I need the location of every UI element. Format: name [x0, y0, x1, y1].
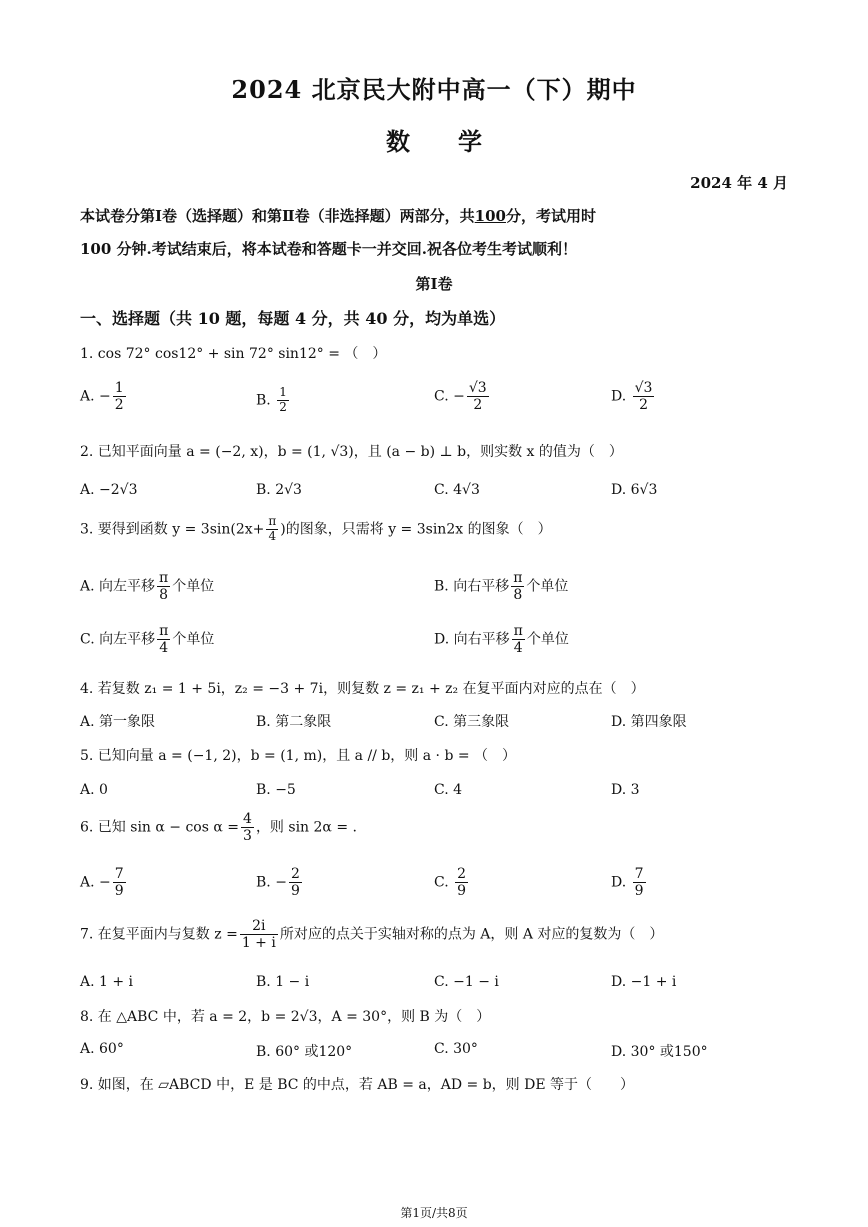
question-6-stem: 6. 已知 sin α − cos α = $\frac{4}{3}$ ，则 sin 2α = . [80, 811, 357, 845]
q6-option-d: D. $\frac{7}{9}$ [611, 866, 644, 900]
q1-option-d: D. $\frac{√3}{2}$ [611, 380, 653, 414]
intro-text-b: 分，考试用时 [505, 207, 596, 225]
q7-option-d: D. −1 + i [611, 974, 677, 990]
q1-option-a: A. − $\frac{1}{2}$ [80, 380, 124, 414]
question-7-stem: 7. 在复平面内与复数 z = $\frac{2i}{1 + i}$ 所对应的点关于实轴对称的点为 A，则 A 对应的复数为（ ） [80, 918, 664, 952]
q4-option-b: B. 第二象限 [256, 714, 332, 730]
page-title: 2024 北京民大附中高一（下）期中 [231, 75, 637, 104]
q4-option-a: A. 第一象限 [80, 714, 156, 730]
q3-option-c: C. 向左平移 $\frac{\pi}{4}$ 个单位 [80, 623, 215, 657]
volume-heading: 第Ⅰ卷 [415, 275, 453, 293]
subject-title: 数 学 [386, 127, 482, 156]
q8-option-d: D. 30° 或150° [611, 1044, 708, 1060]
intro-text-a: 本试卷分第Ⅰ卷（选择题）和第Ⅱ卷（非选择题）两部分，共 [80, 207, 475, 225]
q7-option-b: B. 1 − i [256, 974, 310, 990]
q1-option-b: B. $\frac{1}{2}$ [256, 385, 287, 414]
q2-option-c: C. 4√3 [434, 482, 480, 498]
q8-option-b: B. 60° 或120° [256, 1044, 353, 1060]
q5-option-b: B. −5 [256, 782, 296, 798]
q2-option-a: A. −2√3 [80, 482, 138, 498]
q3-option-d: D. 向右平移 $\frac{\pi}{4}$ 个单位 [434, 623, 569, 657]
page-footer: 第1页/共8页 [400, 1206, 468, 1220]
q5-option-c: C. 4 [434, 782, 463, 798]
q8-option-a: A. 60° [80, 1041, 124, 1057]
q5-option-a: A. 0 [80, 782, 108, 798]
question-2-stem: 2. 已知平面向量 a = (−2, x)，b = (1, √3)，且 (a − b) ⊥ b，则实数 x 的值为（ ） [80, 444, 623, 460]
intro-score: 100 [474, 207, 506, 225]
question-1-stem: 1. cos 72° cos12° + sin 72° sin12° = （ ） [80, 346, 387, 362]
question-4-stem: 4. 若复数 z₁ = 1 + 5i，z₂ = −3 + 7i，则复数 z = z₁ + z₂ 在复平面内对应的点在（ ） [80, 681, 645, 697]
q6-option-c: C. $\frac{2}{9}$ [434, 866, 467, 900]
q4-option-c: C. 第三象限 [434, 714, 510, 730]
section-heading: 一、选择题（共 10 题，每题 4 分，共 40 分，均为单选） [80, 309, 506, 328]
q3-option-b: B. 向右平移 $\frac{\pi}{8}$ 个单位 [434, 570, 569, 604]
q4-option-d: D. 第四象限 [611, 714, 687, 730]
question-5-stem: 5. 已知向量 a = (−1, 2)，b = (1, m)，且 a // b，则 a · b = （ ） [80, 748, 517, 764]
intro-line-1 [80, 205, 596, 226]
q6-option-b: B. − $\frac{2}{9}$ [256, 866, 300, 900]
q2-option-d: D. 6√3 [611, 482, 658, 498]
question-9-stem: 9. 如图，在 ▱ABCD 中，E 是 BC 的中点，若 AB = a，AD = b，则 DE 等于（ ） [80, 1077, 634, 1093]
q7-option-c: C. −1 − i [434, 974, 499, 990]
q2-option-b: B. 2√3 [256, 482, 302, 498]
intro-line-2: 100 分钟.考试结束后，将本试卷和答题卡一并交回.祝各位考生考试顺利！ [80, 240, 577, 258]
question-8-stem: 8. 在 △ABC 中，若 a = 2，b = 2√3，A = 30°，则 B 为（ ） [80, 1009, 491, 1025]
q1-option-c: C. − $\frac{√3}{2}$ [434, 380, 487, 414]
q3-option-a: A. 向左平移 $\frac{\pi}{8}$ 个单位 [80, 570, 215, 604]
q6-option-a: A. − $\frac{7}{9}$ [80, 866, 124, 900]
q8-option-c: C. 30° [434, 1041, 478, 1057]
question-3-stem: 3. 要得到函数 y = 3sin(2x+ $\frac{\pi}{4}$ )的图象，只需将 y = 3sin2x 的图象（ ） [80, 514, 552, 543]
q7-option-a: A. 1 + i [80, 974, 134, 990]
q5-option-d: D. 3 [611, 782, 640, 798]
exam-date: 2024 年 4 月 [690, 174, 788, 192]
